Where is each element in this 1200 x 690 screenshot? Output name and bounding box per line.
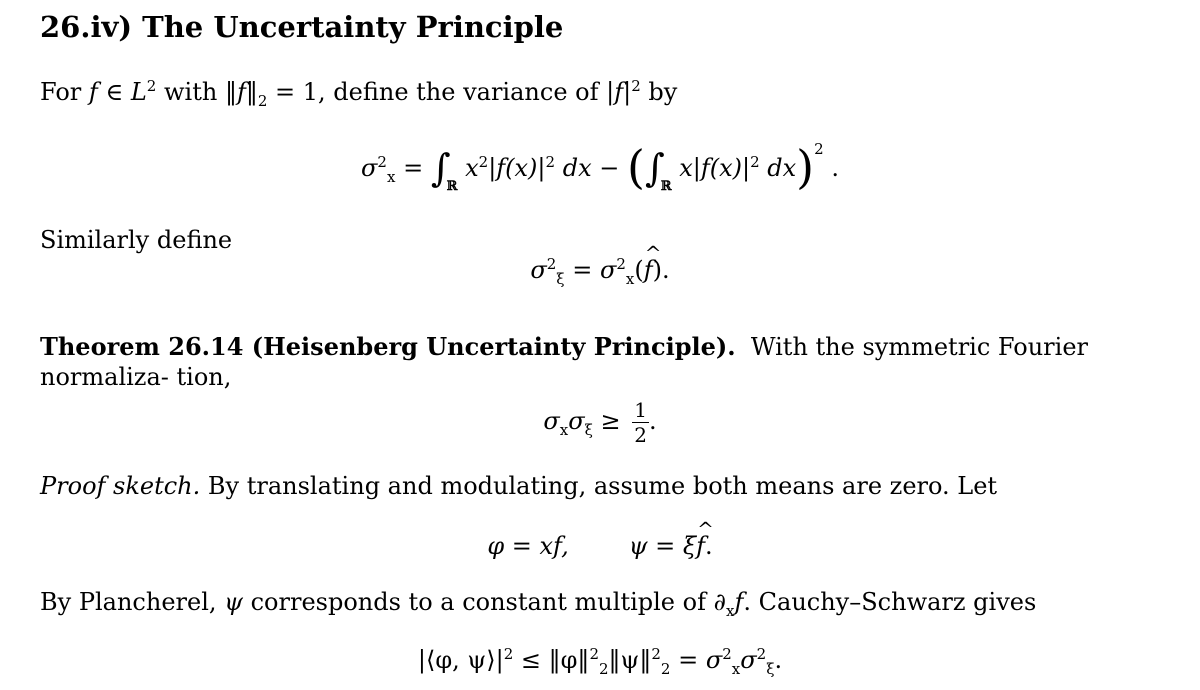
phi-psi-definition: φ = xf, ψ = ξ^ f. bbox=[0, 532, 1200, 560]
variance-equation: $\sigma^2_x = \int_ℝ$ $x^2|f(x)|^2$ dx − ($\int_ℝ$ $x|f(x)|^2$ dx)$^2$ . bbox=[361, 140, 839, 194]
one-half-fraction: $\frac{1}{2}$ bbox=[634, 398, 647, 447]
heisenberg-inequality: $\sigma_x\sigma_\xi$ ≥ $\frac{1}{2}$ . bbox=[543, 398, 657, 447]
theorem-statement: Theorem 26.14 (Heisenberg Uncertainty Principle). With the symmetric Fourier normaliza- tion, bbox=[40, 332, 1088, 391]
intro-sentence: For f ∈ $L^2$ with $‖f‖_2 = 1$, define the variance of $|f|^2$ by bbox=[40, 77, 678, 110]
section-heading: 26.iv) The Uncertainty Principle bbox=[40, 10, 564, 44]
sigma-xi-definition: $\sigma^2_\xi$ = $\sigma^2_x(\^{}$ f). bbox=[0, 256, 1200, 284]
proof-intro: Proof sketch. By translating and modulating, assume both means are zero. Let bbox=[40, 472, 998, 500]
similarly-text: Similarly define bbox=[40, 226, 233, 254]
cauchy-schwarz-inequality: |⟨φ, $\psi⟩|^2$ ≤ ‖φ‖$^2_2$‖ψ‖$^2_2$ = $\sigma^2_x\sigma^2_\xi$. bbox=[417, 645, 783, 678]
plancherel-sentence: By Plancherel, ψ corresponds to a constant multiple of $\partial_xf$. Cauchy–Schwarz gives bbox=[40, 588, 1037, 620]
